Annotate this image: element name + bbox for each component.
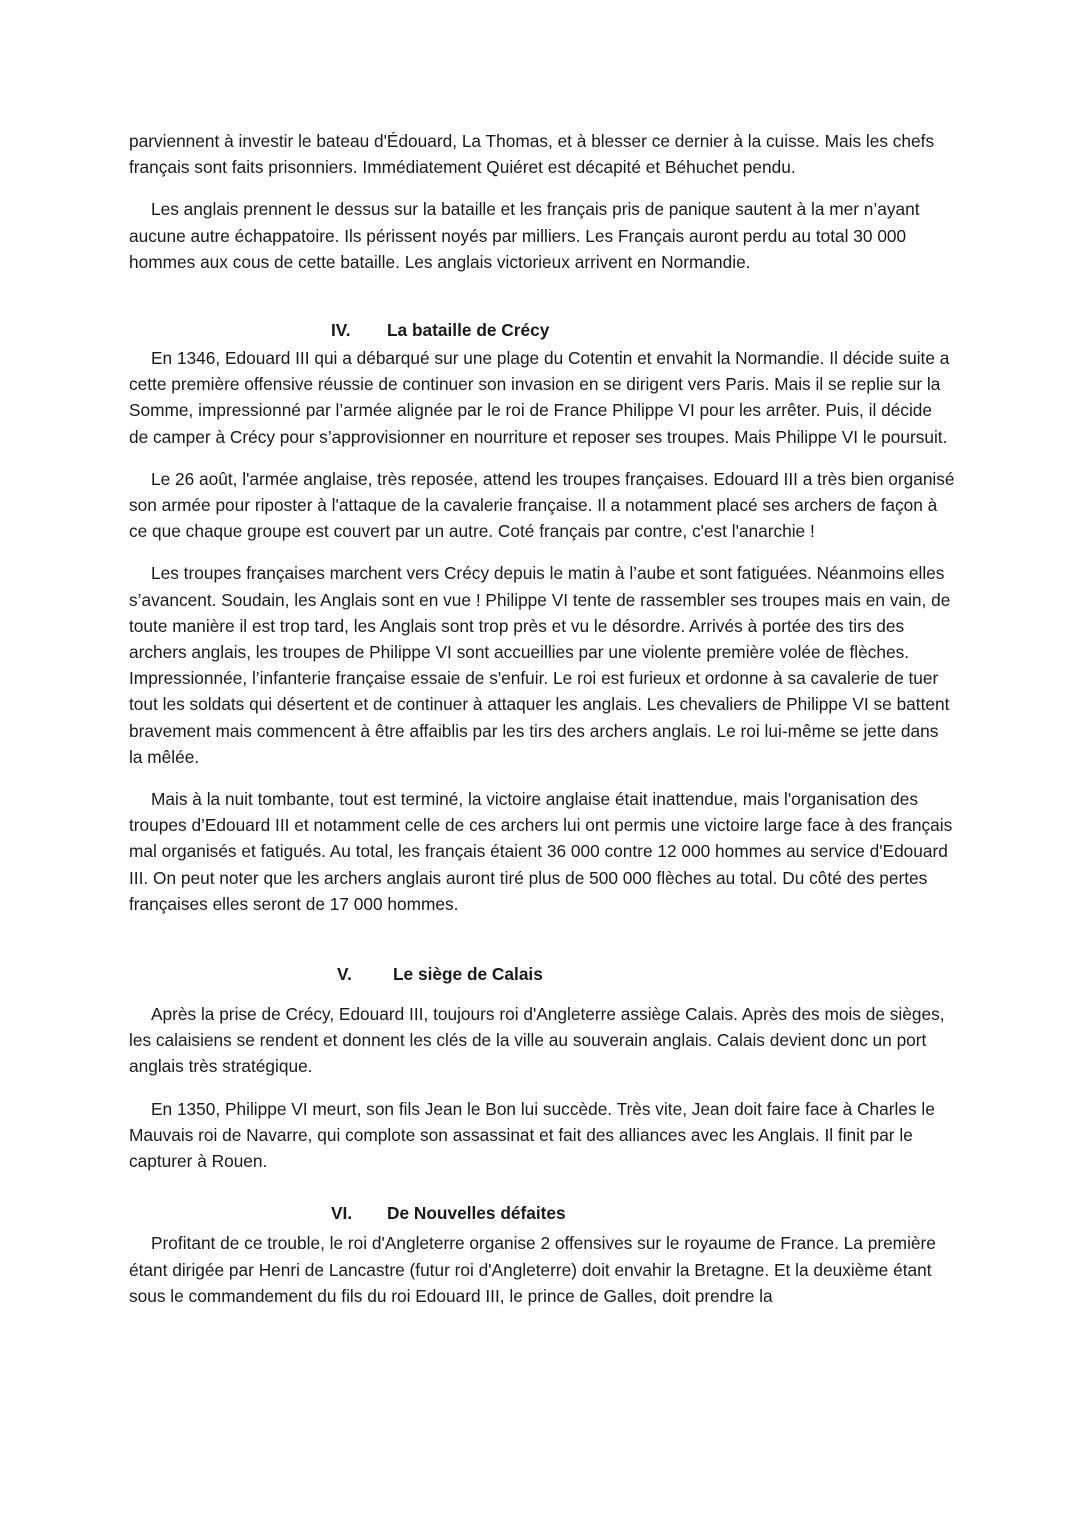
section-heading-vi bbox=[331, 1200, 955, 1226]
paragraph: En 1350, Philippe VI meurt, son fils Jean le Bon lui succède. Très vite, Jean doit faire face à Charles le Mauvais roi de Navarre, qui complote son assassinat et fait des alliances avec les Anglais. Il finit par le capturer à Rouen. bbox=[129, 1098, 935, 1172]
section-heading-iv bbox=[331, 317, 955, 343]
paragraph: Mais à la nuit tombante, tout est terminé, la victoire anglaise était inattendue, mais l'organisation des troupes d’Edouard III et notamment celle de ces archers lui ont permis une victoire large face à des français mal organisés et fatigués. Au total, les français étaient 36 000 contre 12 000 hommes au service d'Edouard III. On peut noter que les archers anglais auront tiré plus de 500 000 flèches au total. Du côté des pertes françaises elles seront de 17 000 hommes. bbox=[129, 789, 953, 914]
paragraph: En 1346, Edouard III qui a débarqué sur une plage du Cotentin et envahit la Normandie. Il décide suite a cette première offensive réussie de continuer son invasion en se dirigent vers Paris. Mais il se replie sur la Somme, impressionné par l’armée alignée par le roi de France Philippe VI pour les arrêter. Puis, il décide de camper à Crécy pour s’approvisionner en nourriture et reposer ses troupes. Mais Philippe VI le poursuit. bbox=[129, 348, 950, 447]
section-title: De Nouvelles défaites bbox=[387, 1203, 566, 1224]
paragraph: Les troupes françaises marchent vers Crécy depuis le matin à l’aube et sont fatiguées. Néanmoins elles s’avancent. Soudain, les Anglais sont en vue ! Philippe VI tente de rassembler ses troupes mais en vain, de toute manière il est trop tard, les Anglais sont trop près et vu le désordre. Arrivés à portée des tirs des archers anglais, les troupes de Philippe VI sont accueillies par une violente première volée de flèches. Impressionnée, l’infanterie française essaie de s'enfuir. Le roi est furieux et ordonne à sa cavalerie de tuer tout les soldats qui désertent et de continuer à attaquer les anglais. Les chevaliers de Philippe VI se battent bravement mais commencent à être affaiblis par les tirs des archers anglais. Le roi lui-même se jette dans la mêlée. bbox=[129, 563, 951, 767]
section-number: V. bbox=[337, 964, 352, 985]
document-page bbox=[129, 128, 955, 1325]
section-number: IV. bbox=[331, 320, 351, 341]
section-number: VI. bbox=[331, 1203, 353, 1224]
paragraph: Les anglais prennent le dessus sur la bataille et les français pris de panique sautent à la mer n’ayant aucune autre échappatoire. Ils périssent noyés par milliers. Les Français auront perdu au total 30 000 hommes aux cous de cette bataille. Les anglais victorieux arrivent en Normandie. bbox=[129, 199, 920, 272]
section-title: La bataille de Crécy bbox=[387, 320, 550, 341]
paragraph: Le 26 août, l'armée anglaise, très reposée, attend les troupes françaises. Edouard III a très bien organisé son armée pour riposter à l'attaque de la cavalerie française. Il a notamment placé ses archers de façon à ce que chaque groupe est couvert par un autre. Coté français par contre, c'est l'anarchie ! bbox=[129, 468, 955, 542]
section-heading-v bbox=[337, 961, 955, 987]
section-title: Le siège de Calais bbox=[393, 964, 543, 985]
paragraph-continued: parviennent à investir le bateau d'Édouard, La Thomas, et à blesser ce dernier à la cuisse. Mais les chefs français sont faits prisonniers. Immédiatement Quiéret est décapité et Béhuchet pendu. bbox=[129, 131, 935, 178]
paragraph: Profitant de ce trouble, le roi d'Angleterre organise 2 offensives sur le royaume de France. La première étant dirigée par Henri de Lancastre (futur roi d'Angleterre) doit envahir la Bretagne. Et la deuxième étant sous le commandement du fils du roi Edouard III, le prince de Galles, doit prendre la bbox=[129, 1233, 936, 1306]
paragraph: Après la prise de Crécy, Edouard III, toujours roi d'Angleterre assiège Calais. Après des mois de sièges, les calaisiens se rendent et donnent les clés de la ville au souverain anglais. Calais devient donc un port anglais très stratégique. bbox=[129, 1004, 945, 1077]
